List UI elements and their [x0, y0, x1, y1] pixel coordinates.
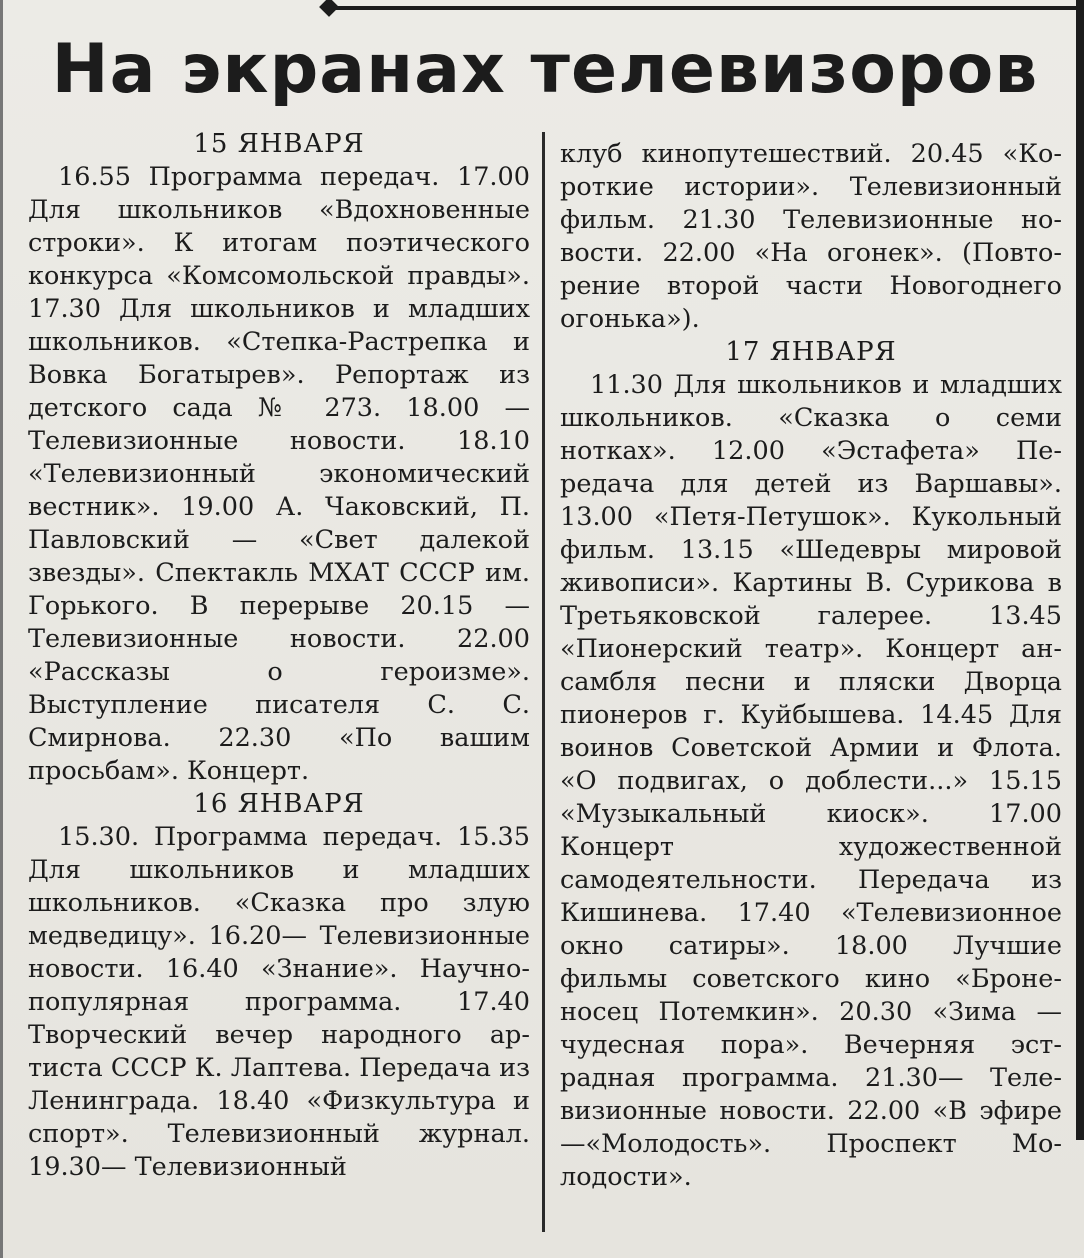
schedule-jan-15: 16.55 Программа передач. 17.00 Для школьников «Вдохновенные строки». К итогам поэтического конкурса «Комсомольской правды». 17.30 Для школьников и младших школьников. «Степка-Растрепка и Вовка Богатырев». Репортаж из детского сада № 273. 18.00 —Телевизионные новости. 18.10 «Телевизионный экономический вестник». 19.00 А. Чаковский, П. Павловский — «Свет далекой звезды». Спектакль МХАТ СССР им. Горького. В перерыве 20.15 — Телевизионные новости. 22.00 «Рассказы о героизме». Выступление писателя С. С. Смирнова. 22.30 «По вашим просьбам». Концерт. [28, 162, 530, 786]
date-heading-jan-17: 17 ЯНВАРЯ [725, 337, 897, 367]
schedule-jan-17: 11.30 Для школьников и младших школьников. «Сказка о семи нотках». 12.00 «Эстафета» Передача для детей из Варшавы». 13.00 «Петя-Петушок». Кукольный фильм. 13.15 «Шедевры мировой живописи». Картины В. Сурикова в Третьяковской галерее. 13.45 «Пионерский театр». Концерт ансамбля песни и пляски Дворца пионеров г. Куйбышева. 14.45 Для воинов Советской Армии и Флота. «О подвигах, о доблести...» 15.15 «Музыкальный киоск». 17.00 Концерт художественной самодеятельности. Передача из Кишинева. 17.40 «Телевизионное окно сатиры». 18.00 Лучшие фильмы советского кино «Броненосец Потемкин». 20.30 «Зима — чудесная пора». Вечерняя эстрадная программа. 21.30— Телевизионные новости. 22.00 «В эфире—«Молодость». Проспект Молодости». [560, 370, 1062, 1192]
date-heading-jan-16: 16 ЯНВАРЯ [193, 789, 365, 819]
column-divider [542, 132, 545, 1232]
top-rule [330, 6, 1084, 10]
schedule-jan-16: 15.30. Программа передач. 15.35 Для школьников и младших школьников. «Сказка про злую медведицу». 16.20— Телевизионные новости. 16.40 «Знание». Научно-популярная программа. 17.40 Творческий вечер народного артиста СССР К. Лаптева. Передача из Ленинграда. 18.40 «Физкультура и спорт». Телевизионный журнал. 19.30— Телевизионный [28, 822, 530, 1182]
left-column [28, 128, 530, 1184]
right-column [560, 138, 1062, 1194]
page-edge-shadow [0, 0, 3, 1258]
right-edge-rule [1076, 0, 1084, 1140]
schedule-jan-16-continued: клуб кинопутешествий. 20.45 «Короткие истории». Телевизионный фильм. 21.30 Телевизионные новости. 22.00 «На огонек». (Повторение второй части Новогоднего огонька»). [560, 139, 1062, 334]
article-headline: На экранах телевизоров [51, 30, 1039, 109]
date-heading-jan-15: 15 ЯНВАРЯ [193, 129, 365, 159]
